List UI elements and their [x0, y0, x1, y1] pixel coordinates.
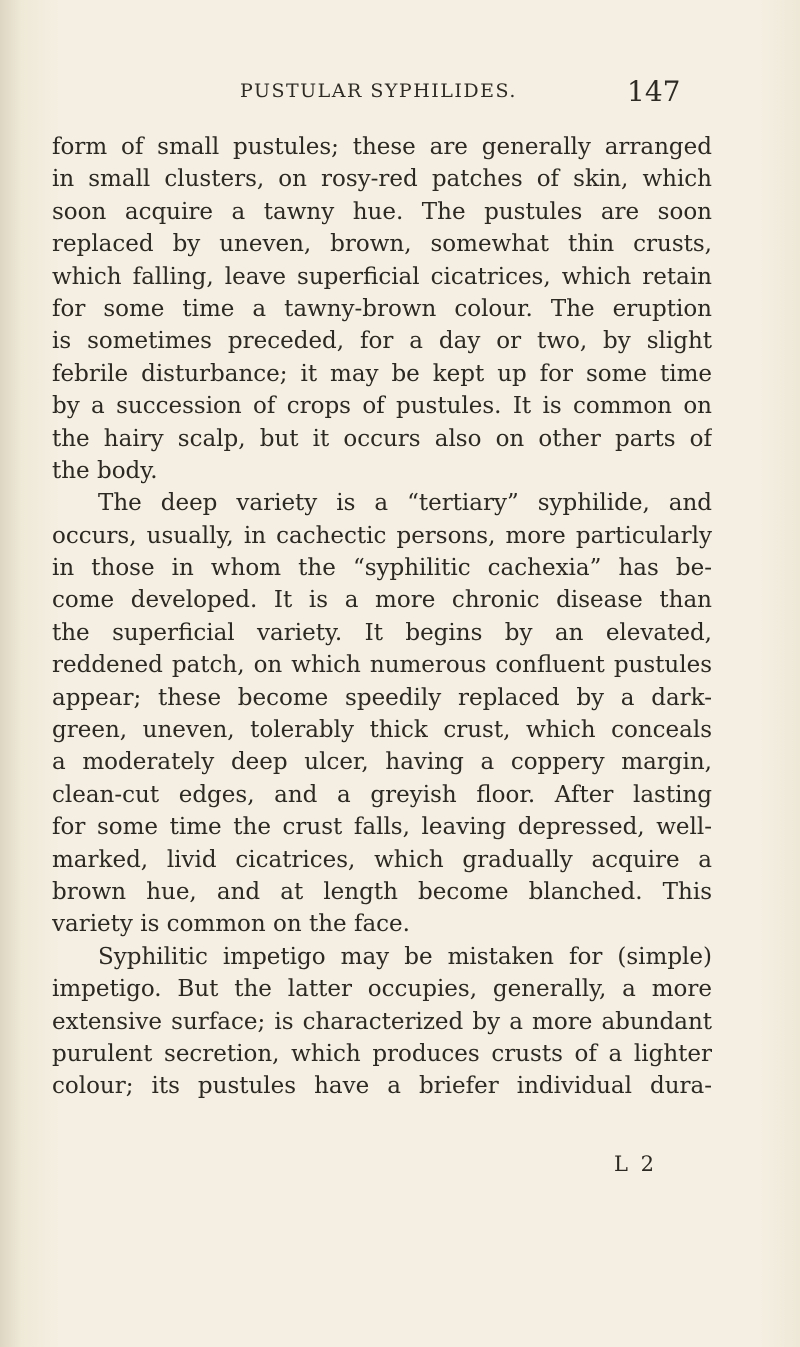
text-line: in those in whom the “syphilitic cachexia” has be- [52, 555, 712, 582]
text-line: variety is common on the face. [52, 911, 410, 938]
text-line: form of small pustules; these are generally arranged [52, 134, 712, 160]
text-line: soon acquire a tawny hue. The pustules are soon [52, 198, 712, 225]
text-line: green, uneven, tolerably thick crust, which conceals [52, 717, 712, 744]
text-line: extensive surface; is characterized by a more abundant [52, 1008, 712, 1035]
text-line: brown hue, and at length become blanched. This [52, 878, 712, 905]
text-line: occurs, usually, in cachectic persons, more particularly [52, 522, 712, 549]
text-line: the superficial variety. It begins by an elevated, [52, 619, 712, 646]
body-text [52, 131, 712, 1103]
signature-mark: L 2 [614, 1152, 657, 1176]
text-line: in small clusters, on rosy-red patches of skin, which [52, 166, 712, 193]
page-number: 147 [627, 75, 681, 108]
text-line: colour; its pustules have a briefer individual dura- [52, 1073, 712, 1100]
text-line: the body. [52, 457, 158, 484]
text-line: by a succession of crops of pustules. It is common on [52, 393, 712, 420]
text-line: for some time a tawny-brown colour. The eruption [52, 295, 712, 322]
text-line: marked, livid cicatrices, which gradually acquire a [52, 846, 712, 873]
text-line: is sometimes preceded, for a day or two, by slight [52, 328, 712, 355]
text-line: purulent secretion, which produces crusts of a lighter [52, 1040, 712, 1067]
text-line: which falling, leave superficial cicatrices, which retain [52, 263, 712, 290]
text-line: The deep variety is a “tertiary” syphilide, and [98, 490, 712, 517]
text-line: a moderately deep ulcer, having a coppery margin, [52, 749, 712, 776]
running-head: PUSTULAR SYPHILIDES. [240, 80, 517, 102]
text-line: come developed. It is a more chronic disease than [52, 587, 712, 614]
text-line: clean-cut edges, and a greyish floor. After lasting [52, 781, 712, 808]
text-line: impetigo. But the latter occupies, generally, a more [52, 976, 712, 1003]
text-line: reddened patch, on which numerous confluent pustules [52, 652, 712, 679]
text-line: for some time the crust falls, leaving depressed, well- [52, 814, 712, 841]
text-line: appear; these become speedily replaced by a dark- [52, 684, 712, 711]
text-line: replaced by uneven, brown, somewhat thin crusts, [52, 231, 712, 258]
text-line: Syphilitic impetigo may be mistaken for (simple) [98, 943, 712, 970]
page-header [0, 75, 800, 120]
text-line: the hairy scalp, but it occurs also on other parts of [52, 425, 712, 452]
text-line: febrile disturbance; it may be kept up for some time [52, 360, 712, 387]
